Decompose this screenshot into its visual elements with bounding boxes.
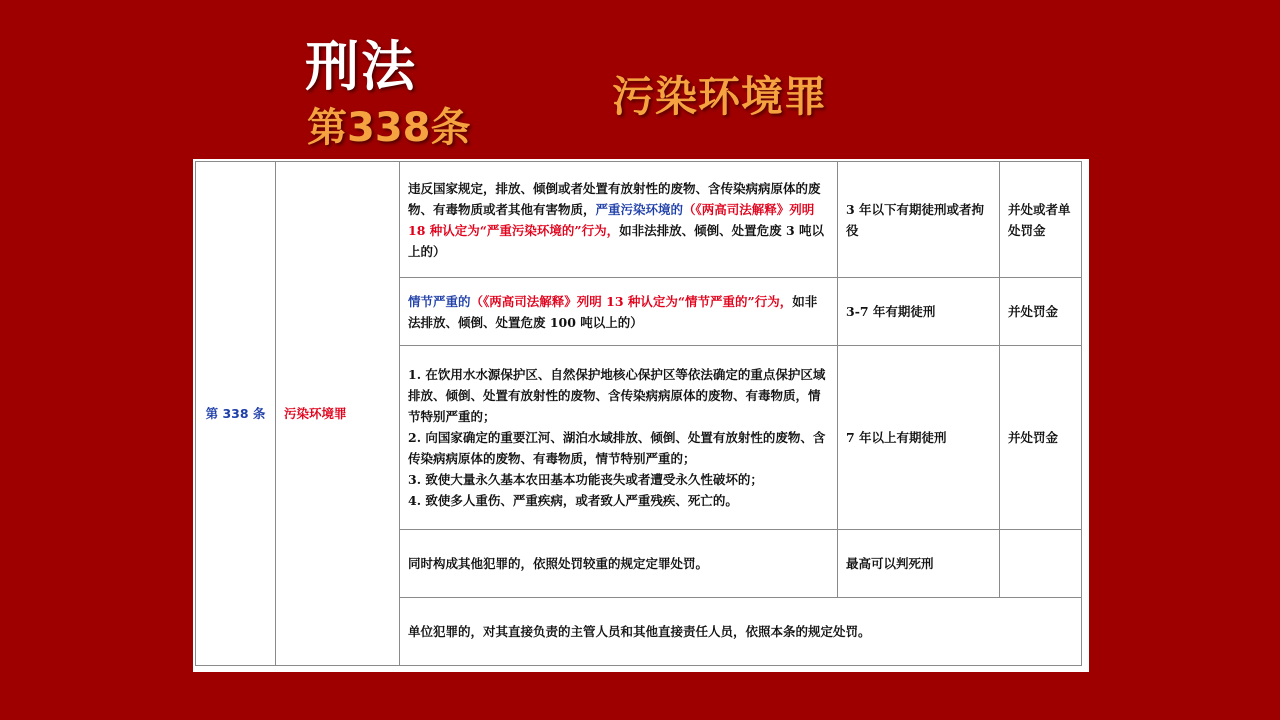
penalty-cell: 3-7 年有期徒刑 — [838, 278, 1000, 346]
description-cell — [400, 162, 838, 278]
law-title: 刑法 — [305, 35, 417, 98]
description-example: 如非法排放、倾倒、处置危废 100 吨以上的） — [408, 293, 818, 330]
fine-cell: 并处罚金 — [1000, 278, 1082, 346]
description-cell — [400, 346, 838, 530]
fine-cell: 并处罚金 — [1000, 346, 1082, 530]
fine-cell: 并处或者单处罚金 — [1000, 162, 1082, 278]
penalty-cell: 3 年以下有期徒刑或者拘役 — [838, 162, 1000, 278]
description-interpretation: （《两高司法解释》列明 13 种认定为“情节严重的”行为， — [470, 293, 793, 309]
penalty-cell: 最高可以判死刑 — [838, 530, 1000, 598]
description-highlight: 严重污染环境的 — [595, 201, 684, 217]
crime-title: 污染环境罪 — [612, 72, 828, 121]
list-item: 3. 致使大量永久基本农田基本功能丧失或者遭受永久性破坏的； — [408, 472, 763, 487]
description-cell: 单位犯罪的，对其直接负责的主管人员和其他直接责任人员，依照本条的规定处罚。 — [400, 598, 1082, 666]
description-text: 违反国家规定，排放、倾倒或者处置有放射性的废物、含传染病病原体的废物、有毒物质或者其他有害物质， — [408, 180, 821, 217]
description-highlight: 情节严重的 — [408, 293, 471, 309]
law-table — [195, 161, 1082, 666]
description-cell — [400, 278, 838, 346]
description-interpretation: （《两高司法解释》列明 18 种认定为“严重污染环境的”行为， — [408, 201, 815, 238]
description-example: 如非法排放、倾倒、处置危废 3 吨以上的） — [408, 222, 825, 259]
article-title: 第338条 — [307, 105, 471, 151]
penalty-cell: 7 年以上有期徒刑 — [838, 346, 1000, 530]
law-table-container — [193, 159, 1089, 672]
article-cell: 第 338 条 — [196, 162, 276, 666]
list-item: 4. 致使多人重伤、严重疾病，或者致人严重残疾、死亡的。 — [408, 493, 738, 508]
list-item: 2. 向国家确定的重要江河、湖泊水域排放、倾倒、处置有放射性的废物、含传染病病原体的废物、有毒物质，情节特别严重的； — [408, 430, 826, 466]
list-item: 1. 在饮用水水源保护区、自然保护地核心保护区等依法确定的重点保护区域排放、倾倒、处置有放射性的废物、含传染病病原体的废物、有毒物质，情节特别严重的； — [408, 367, 826, 424]
fine-cell — [1000, 530, 1082, 598]
crime-cell: 污染环境罪 — [276, 162, 400, 666]
description-cell: 同时构成其他犯罪的，依照处罚较重的规定定罪处罚。 — [400, 530, 838, 598]
table-row — [196, 162, 1082, 278]
